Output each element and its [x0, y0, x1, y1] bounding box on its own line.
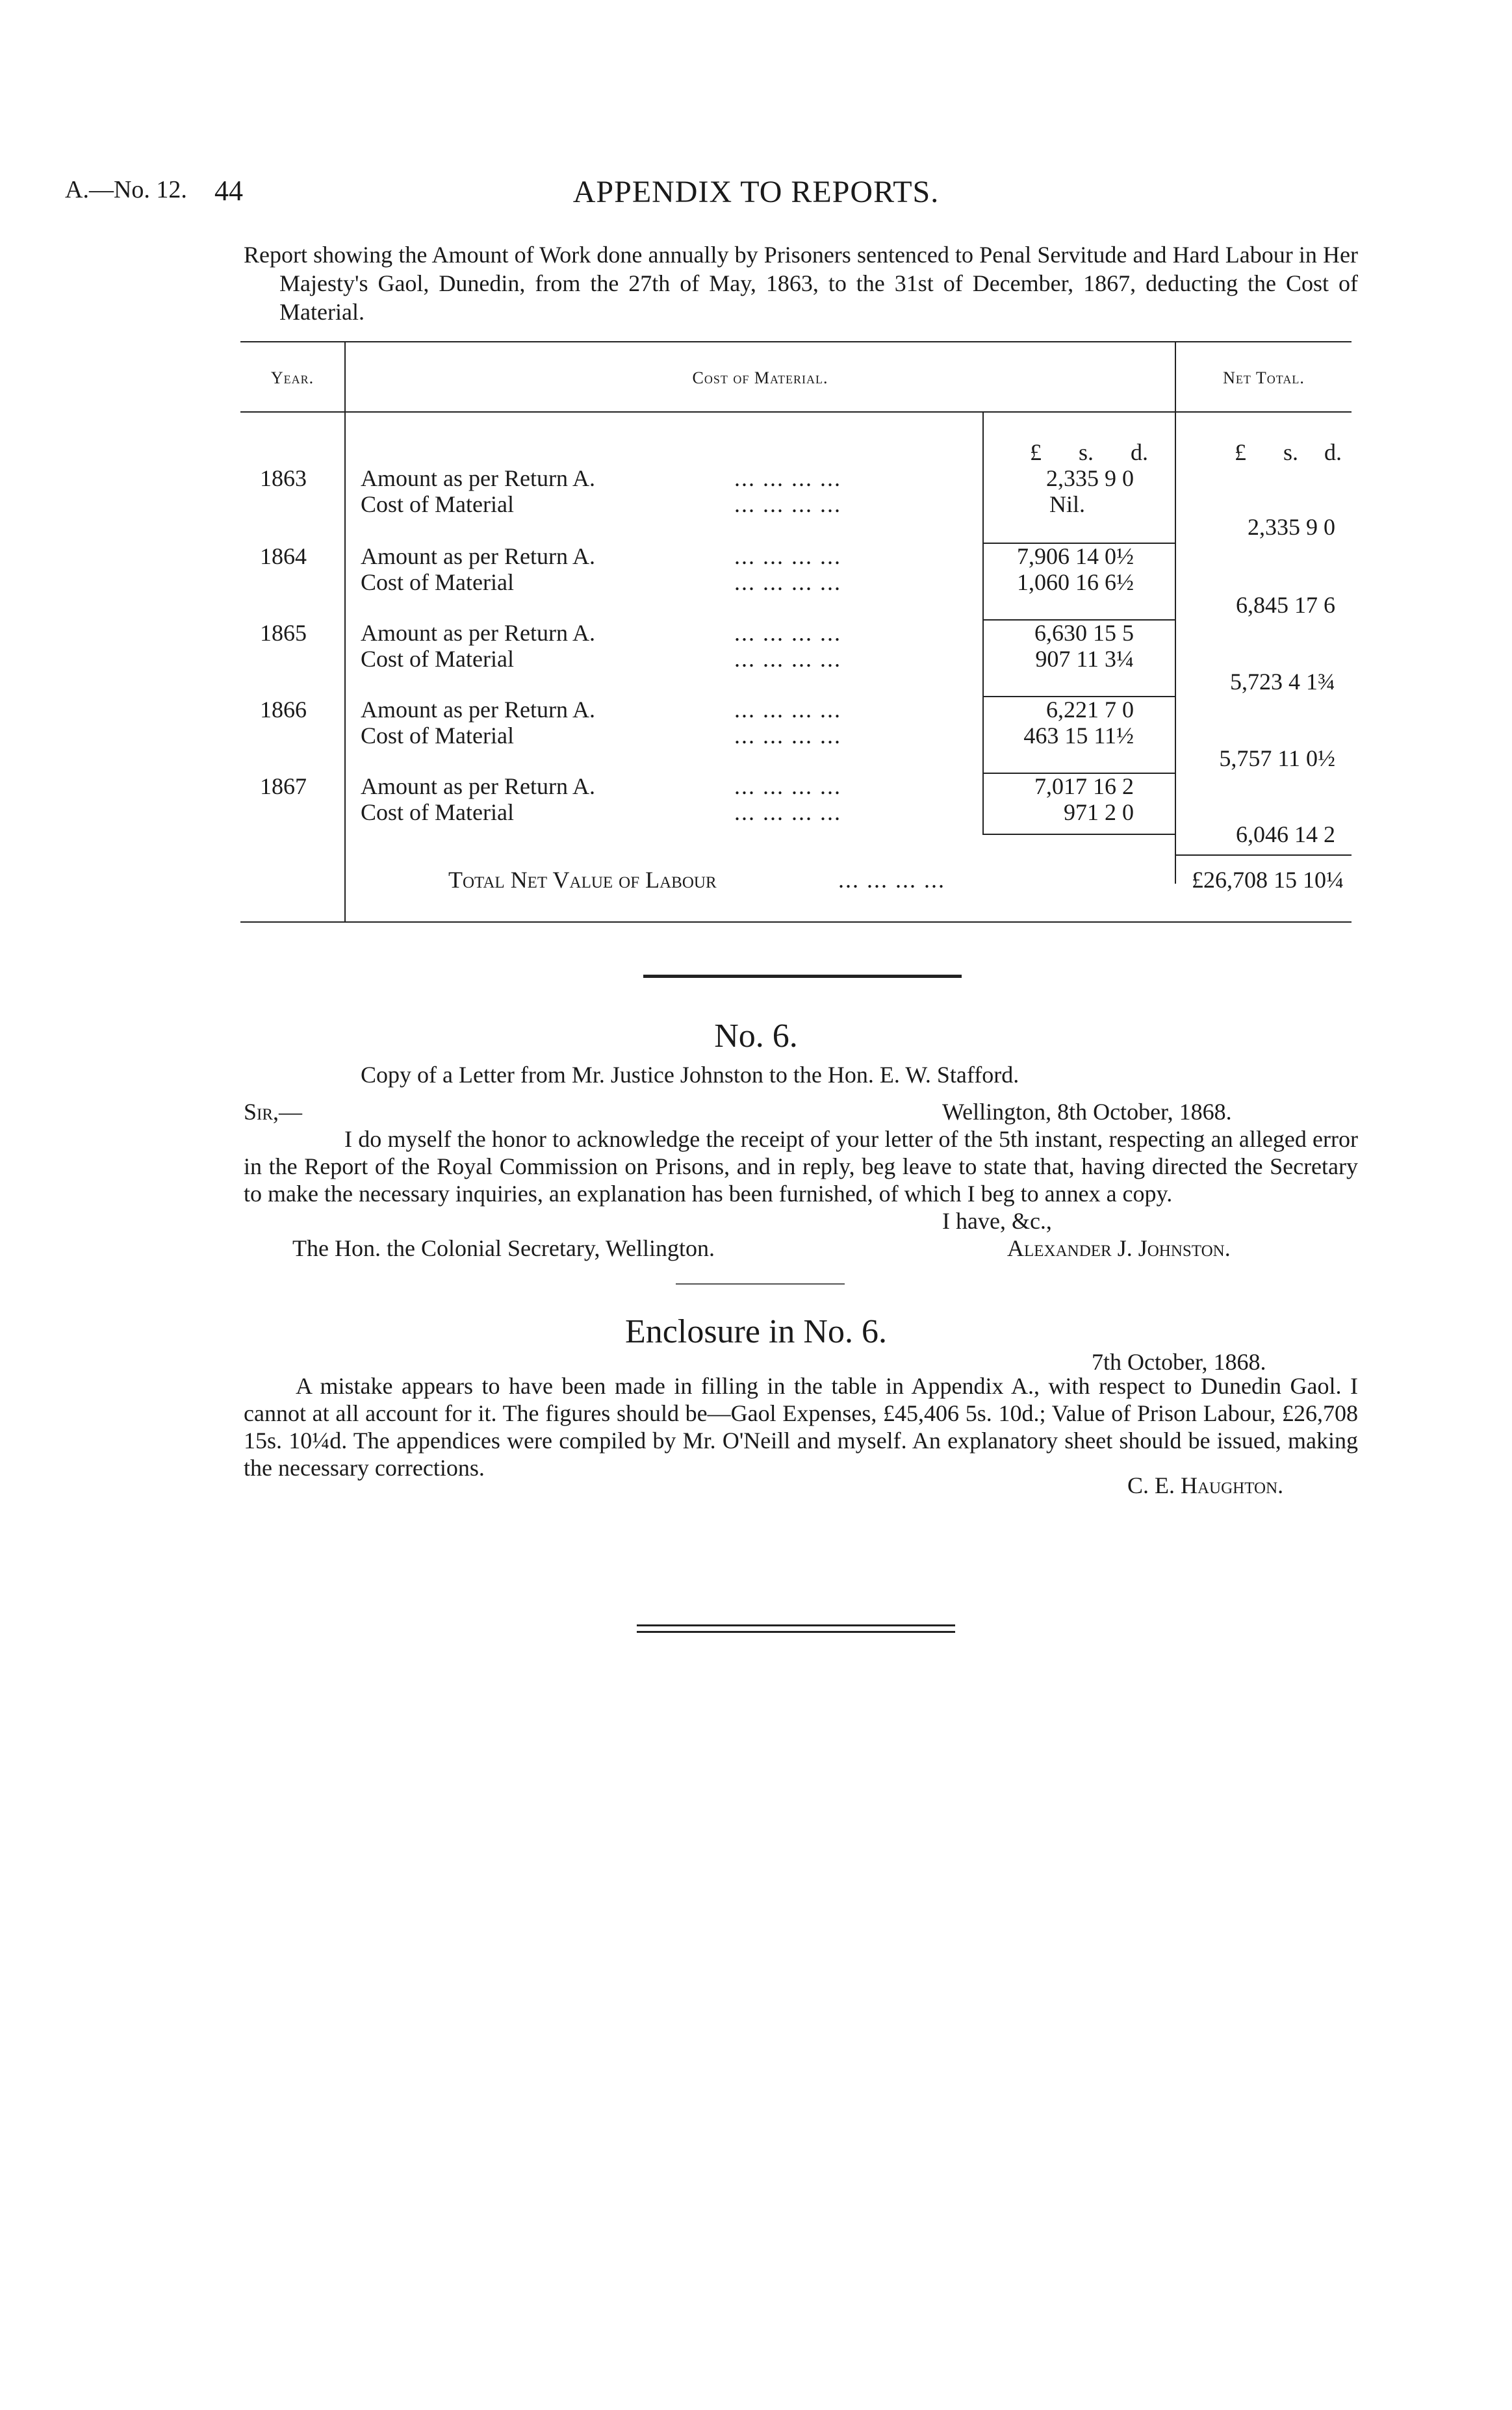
subtotal-rule: [982, 834, 1175, 835]
col-header-net: Net Total.: [1223, 368, 1305, 387]
currency-pounds: £: [1030, 439, 1042, 465]
currency-pounds: £: [1235, 439, 1246, 465]
row-amount-value: 7,906 14 0½: [1017, 543, 1134, 569]
leader-dots: ... ... ... ...: [734, 697, 841, 723]
row-amount-value: 6,630 15 5: [1034, 620, 1134, 646]
enclosure-signature: C. E. Haughton.: [1127, 1472, 1284, 1498]
letter-subtitle: Copy of a Letter from Mr. Justice Johnston to the Hon. E. W. Stafford.: [361, 1062, 1019, 1088]
currency-pence: d.: [1131, 439, 1148, 465]
leader-dots: ... ... ... ...: [734, 543, 841, 569]
row-net-value: 2,335 9 0: [1248, 514, 1335, 540]
letter-salutation: Sir,—: [244, 1099, 303, 1125]
letter-place-date: Wellington, 8th October, 1868.: [942, 1099, 1232, 1125]
leader-dots: ... ... ... ...: [838, 867, 945, 893]
row-amount-value: 6,221 7 0: [1046, 697, 1134, 723]
row-cost-label: Cost of Material: [361, 799, 514, 825]
currency-shillings: s.: [1079, 439, 1094, 465]
row-amount-label: Amount as per Return A.: [361, 465, 595, 491]
enclosure-body: A mistake appears to have been made in filling in the table in Appendix A., with respect to Dunedin Gaol. I cannot at all account for it. The figures should be—Gaol Expenses, £45,406 5s. 10d.; Value of Prison Labour, £26,708 15s. 10¼d. The appendices were compiled by Mr. O'Neill and myself. An explanatory sheet should be issued, making the necessary corrections.: [244, 1373, 1358, 1481]
letter-addressee: The Hon. the Colonial Secretary, Wellington.: [292, 1235, 715, 1261]
leader-dots: ... ... ... ...: [734, 799, 841, 825]
row-amount-label: Amount as per Return A.: [361, 773, 595, 799]
letter-closing: I have, &c.,: [942, 1208, 1052, 1234]
row-cost-label: Cost of Material: [361, 491, 514, 517]
row-amount-label: Amount as per Return A.: [361, 543, 595, 569]
row-amount-value: 7,017 16 2: [1034, 773, 1134, 799]
leader-dots: ... ... ... ...: [734, 491, 841, 517]
page-number: 44: [214, 175, 243, 207]
leader-dots: ... ... ... ...: [734, 569, 841, 595]
letter-signature: Alexander J. Johnston.: [1007, 1235, 1231, 1261]
row-cost-label: Cost of Material: [361, 569, 514, 595]
leader-dots: ... ... ... ...: [734, 773, 841, 799]
leader-dots: ... ... ... ...: [734, 620, 841, 646]
row-amount-value: 2,335 9 0: [1046, 465, 1134, 491]
currency-shillings: s.: [1283, 439, 1299, 465]
letter-body: I do myself the honor to acknowledge the receipt of your letter of the 5th instant, respecting an alleged error in the Report of the Royal Commission on Prisons, and in reply, beg leave to state that, having directed the Secretary to make the necessary inquiries, an explanation has been furnished, of which I beg to annex a copy.: [244, 1126, 1358, 1207]
report-intro: Report showing the Amount of Work done annually by Prisoners sentenced to Penal Servitude and Hard Labour in Her Majesty's Gaol, Dunedin, from the 27th of May, 1863, to the 31st of December, 1867, deducting the Cost of Material.: [244, 242, 1358, 325]
row-cost-value: 907 11 3¼: [1035, 646, 1134, 672]
table-bottom-rule: [240, 921, 1352, 923]
page-title: APPENDIX TO REPORTS.: [572, 175, 940, 209]
row-cost-label: Cost of Material: [361, 723, 514, 749]
letter-title: No. 6.: [714, 1018, 798, 1055]
row-year: 1865: [260, 620, 307, 646]
row-cost-value: 971 2 0: [1064, 799, 1134, 825]
row-amount-label: Amount as per Return A.: [361, 697, 595, 723]
col-header-year: Year.: [270, 368, 314, 387]
row-cost-label: Cost of Material: [361, 646, 514, 672]
document-reference: A.—No. 12.: [65, 176, 187, 203]
leader-dots: ... ... ... ...: [734, 646, 841, 672]
row-net-value: 6,845 17 6: [1236, 592, 1335, 618]
row-net-value: 6,046 14 2: [1236, 821, 1335, 847]
total-label: Total Net Value of Labour: [448, 867, 717, 893]
closing-rule: [637, 1631, 955, 1633]
labour-table: [240, 341, 1352, 926]
table-top-rule: [240, 341, 1352, 342]
total-value: £26,708 15 10¼: [1192, 867, 1344, 893]
section-divider: [643, 975, 962, 978]
row-cost-value: Nil.: [1049, 491, 1086, 517]
closing-rule: [637, 1624, 955, 1626]
row-amount-label: Amount as per Return A.: [361, 620, 595, 646]
row-year: 1867: [260, 773, 307, 799]
table-col-rule: [344, 341, 346, 923]
enclosure-date: 7th October, 1868.: [1092, 1349, 1266, 1375]
row-year: 1864: [260, 543, 307, 569]
leader-dots: ... ... ... ...: [734, 723, 841, 749]
col-header-cost: Cost of Material.: [692, 368, 828, 387]
row-net-value: 5,757 11 0½: [1219, 745, 1335, 771]
row-year: 1866: [260, 697, 307, 723]
leader-dots: ... ... ... ...: [734, 465, 841, 491]
row-cost-value: 1,060 16 6½: [1017, 569, 1134, 595]
net-total-rule: [1176, 854, 1352, 856]
section-divider: [676, 1283, 845, 1285]
currency-pence: d.: [1324, 439, 1342, 465]
table-col-rule: [982, 413, 984, 835]
table-header-rule: [240, 411, 1352, 413]
row-year: 1863: [260, 465, 307, 491]
enclosure-title: Enclosure in No. 6.: [625, 1313, 887, 1350]
row-net-value: 5,723 4 1¾: [1230, 669, 1335, 695]
row-cost-value: 463 15 11½: [1023, 723, 1134, 749]
